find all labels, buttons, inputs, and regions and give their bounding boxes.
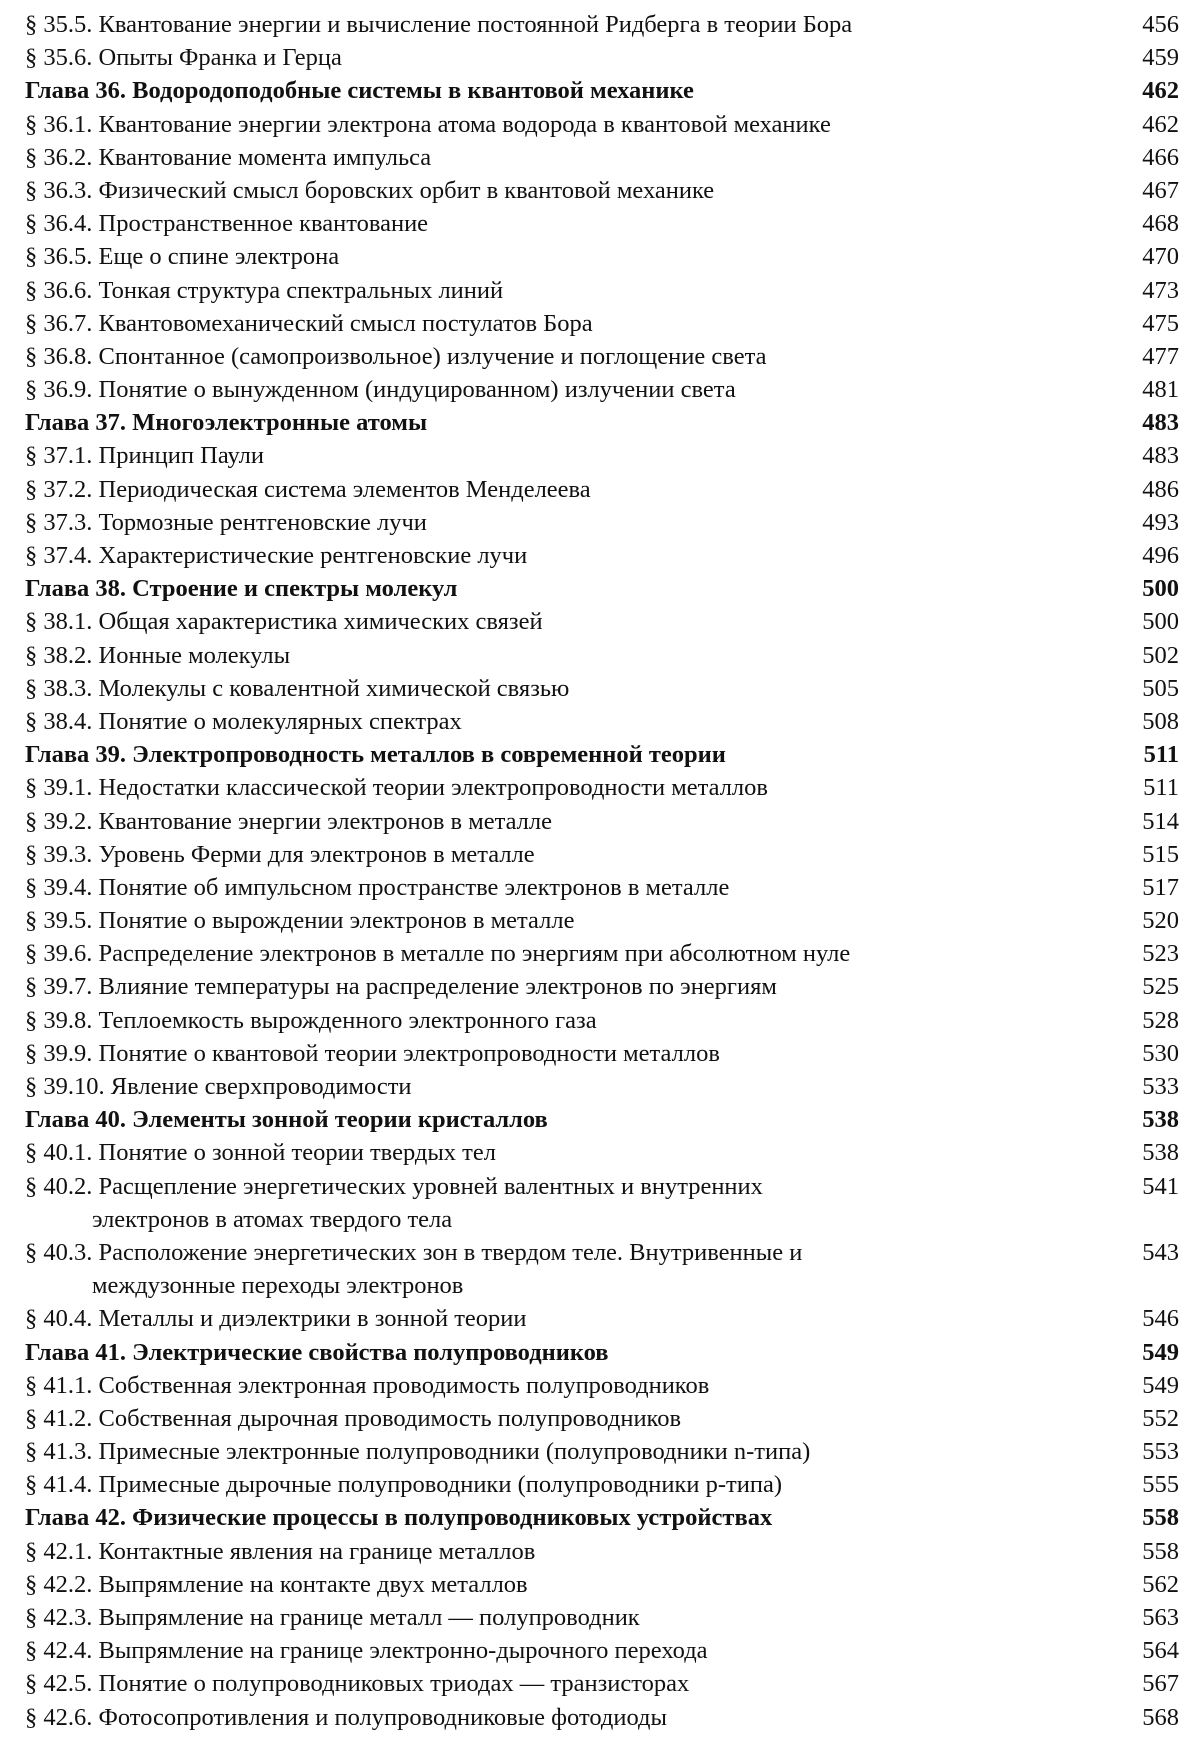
page-number: 473	[1142, 276, 1179, 304]
page-number: 528	[1142, 1006, 1179, 1034]
page-number: 546	[1142, 1305, 1179, 1333]
section-title: § 42.3. Выпрямление на границе металл — полупроводник	[25, 1604, 640, 1631]
page-number: 538	[1142, 1139, 1179, 1167]
page-number: 549	[1142, 1338, 1179, 1366]
page-number: 508	[1142, 707, 1179, 735]
section-title: § 36.3. Физический смысл боровских орбит в квантовой механике	[25, 176, 715, 204]
chapter-title: Глава 40. Элементы зонной теории кристаллов	[25, 1106, 548, 1134]
page-number: 475	[1142, 309, 1179, 337]
page-number: 530	[1142, 1039, 1179, 1067]
page-number: 500	[1142, 575, 1179, 603]
toc-section-row	[25, 605, 1179, 638]
page-number: 511	[1143, 741, 1179, 769]
page-number: 543	[1142, 1238, 1179, 1266]
page-number: 470	[1142, 243, 1179, 271]
page-number: 468	[1142, 210, 1179, 238]
section-title: § 40.1. Понятие о зонной теории твердых тел	[25, 1139, 496, 1167]
toc-chapter-row	[25, 1336, 1179, 1369]
chapter-title: Глава 39. Электропроводность металлов в современной теории	[25, 741, 726, 769]
toc-chapter-row	[25, 406, 1179, 439]
toc-section-row	[25, 108, 1179, 141]
page-number: 533	[1142, 1073, 1179, 1100]
section-title: § 42.6. Фотосопротивления и полупроводниковые фотодиоды	[25, 1703, 667, 1731]
section-title: § 41.4. Примесные дырочные полупроводники (полупроводники p-типа)	[25, 1471, 782, 1499]
chapter-title: Глава 37. Многоэлектронные атомы	[25, 409, 428, 437]
section-title: § 39.5. Понятие о вырождении электронов в металле	[25, 907, 575, 935]
toc-section-row	[25, 340, 1179, 373]
section-title: § 35.6. Опыты Франка и Герца	[25, 44, 342, 72]
toc-continuation-row	[25, 1269, 1179, 1302]
section-title: § 38.2. Ионные молекулы	[25, 641, 291, 669]
section-title: § 39.3. Уровень Ферми для электронов в металле	[25, 840, 535, 868]
toc-section-row	[25, 439, 1179, 472]
section-title: электронов в атомах твердого тела	[92, 1205, 453, 1233]
toc-section-row	[25, 1535, 1179, 1568]
toc-continuation-row	[25, 1203, 1179, 1236]
page-number: 517	[1142, 873, 1179, 901]
page-number: 558	[1142, 1537, 1179, 1565]
toc-section-row	[25, 1302, 1179, 1335]
section-title: § 41.3. Примесные электронные полупроводники (полупроводники n-типа)	[25, 1438, 811, 1466]
section-title: § 42.2. Выпрямление на контакте двух металлов	[25, 1570, 528, 1598]
page-number: 486	[1142, 475, 1179, 503]
toc-section-row	[25, 1468, 1179, 1501]
section-title: § 36.2. Квантование момента импульса	[25, 143, 432, 171]
section-title: § 42.1. Контактные явления на границе металлов	[25, 1537, 536, 1565]
chapter-title: Глава 42. Физические процессы в полупроводниковых устройствах	[25, 1504, 773, 1532]
toc-section-row	[25, 705, 1179, 738]
page-number: 552	[1142, 1404, 1179, 1432]
page-number: 462	[1142, 110, 1179, 138]
section-title: § 36.9. Понятие о вынужденном (индуцированном) излучении света	[25, 376, 736, 404]
page-number: 525	[1142, 973, 1179, 1001]
toc-chapter-row	[25, 74, 1179, 107]
chapter-title: Глава 41. Электрические свойства полупроводников	[25, 1338, 609, 1366]
section-title: § 37.1. Принцип Паули	[25, 442, 264, 470]
page-number: 538	[1142, 1106, 1179, 1134]
section-title: § 39.1. Недостатки классической теории электропроводности металлов	[25, 774, 768, 802]
toc-section-row	[25, 1634, 1179, 1667]
page-number: 568	[1142, 1703, 1179, 1731]
section-title: § 42.4. Выпрямление на границе электронно-дырочного перехода	[25, 1637, 708, 1665]
page-number: 541	[1142, 1172, 1179, 1200]
page-number: 481	[1142, 376, 1179, 404]
toc-section-row	[25, 771, 1179, 804]
toc-section-row	[25, 672, 1179, 705]
page-number: 467	[1142, 176, 1179, 204]
toc-section-row	[25, 1170, 1179, 1203]
section-title: § 36.5. Еще о спине электрона	[25, 243, 340, 271]
page-number: 505	[1142, 674, 1179, 702]
page-number: 462	[1142, 77, 1179, 105]
toc-section-row	[25, 1004, 1179, 1037]
toc-chapter-row	[25, 572, 1179, 605]
toc-section-row	[25, 904, 1179, 937]
page-number: 500	[1142, 608, 1179, 636]
section-title: § 36.7. Квантовомеханический смысл постулатов Бора	[25, 309, 593, 337]
section-title: § 38.1. Общая характеристика химических связей	[25, 608, 543, 636]
section-title: § 37.4. Характеристические рентгеновские лучи	[25, 542, 528, 569]
toc-section-row	[25, 8, 1179, 41]
page-number: 567	[1142, 1670, 1179, 1698]
toc-section-row	[25, 506, 1179, 539]
toc-section-row	[25, 1667, 1179, 1700]
section-title: § 35.5. Квантование энергии и вычисление постоянной Ридберга в теории Бора	[25, 11, 853, 38]
section-title: § 39.4. Понятие об импульсном пространстве электронов в металле	[25, 873, 730, 901]
toc-section-row	[25, 871, 1179, 904]
toc-section-row	[25, 539, 1179, 572]
page-number: 553	[1142, 1438, 1179, 1466]
section-title: § 38.3. Молекулы с ковалентной химической связью	[25, 674, 570, 702]
page-number: 477	[1142, 342, 1179, 370]
toc-section-row	[25, 639, 1179, 672]
toc-section-row	[25, 373, 1179, 406]
section-title: § 39.10. Явление сверхпроводимости	[25, 1073, 412, 1100]
section-title: § 36.8. Спонтанное (самопроизвольное) излучение и поглощение света	[25, 342, 767, 370]
section-title: § 39.7. Влияние температуры на распределение электронов по энергиям	[25, 973, 777, 1001]
page-number: 520	[1142, 907, 1179, 935]
toc-section-row	[25, 1070, 1179, 1103]
page-number: 483	[1142, 409, 1179, 437]
toc-section-row	[25, 174, 1179, 207]
section-title: § 38.4. Понятие о молекулярных спектрах	[25, 707, 462, 735]
section-title: междузонные переходы электронов	[92, 1272, 464, 1300]
toc-section-row	[25, 1402, 1179, 1435]
page-number: 456	[1142, 11, 1179, 38]
chapter-title: Глава 38. Строение и спектры молекул	[25, 575, 458, 603]
toc-chapter-row	[25, 1103, 1179, 1136]
toc-section-row	[25, 838, 1179, 871]
page-number: 564	[1142, 1637, 1179, 1665]
table-of-contents	[25, 8, 1179, 1734]
toc-section-row	[25, 207, 1179, 240]
toc-section-row	[25, 274, 1179, 307]
toc-section-row	[25, 473, 1179, 506]
section-title: § 39.9. Понятие о квантовой теории электропроводности металлов	[25, 1039, 720, 1067]
section-title: § 37.2. Периодическая система элементов Менделеева	[25, 475, 591, 503]
section-title: § 40.4. Металлы и диэлектрики в зонной теории	[25, 1305, 527, 1333]
toc-chapter-row	[25, 738, 1179, 771]
page-number: 558	[1142, 1504, 1179, 1532]
toc-section-row	[25, 1236, 1179, 1269]
section-title: § 36.1. Квантование энергии электрона атома водорода в квантовой механике	[25, 110, 831, 138]
toc-section-row	[25, 1568, 1179, 1601]
toc-section-row	[25, 240, 1179, 273]
toc-section-row	[25, 1037, 1179, 1070]
page-number: 466	[1142, 143, 1179, 171]
page-number: 562	[1142, 1570, 1179, 1598]
toc-section-row	[25, 1701, 1179, 1734]
page-number: 563	[1142, 1604, 1179, 1631]
section-title: § 39.8. Теплоемкость вырожденного электронного газа	[25, 1006, 597, 1034]
section-title: § 40.2. Расщепление энергетических уровней валентных и внутренних	[25, 1172, 763, 1200]
page-number: 511	[1143, 774, 1179, 802]
chapter-title: Глава 36. Водородоподобные системы в квантовой механике	[25, 77, 694, 105]
page-number: 555	[1142, 1471, 1179, 1499]
toc-section-row	[25, 970, 1179, 1003]
toc-chapter-row	[25, 1501, 1179, 1534]
section-title: § 41.2. Собственная дырочная проводимость полупроводников	[25, 1404, 682, 1432]
section-title: § 40.3. Расположение энергетических зон в твердом теле. Внутривенные и	[25, 1238, 803, 1266]
section-title: § 36.6. Тонкая структура спектральных линий	[25, 276, 504, 304]
page-number: 523	[1142, 940, 1179, 968]
section-title: § 37.3. Тормозные рентгеновские лучи	[25, 508, 427, 536]
section-title: § 36.4. Пространственное квантование	[25, 210, 429, 238]
page-number: 502	[1142, 641, 1179, 669]
section-title: § 41.1. Собственная электронная проводимость полупроводников	[25, 1371, 710, 1399]
page-number: 493	[1142, 508, 1179, 536]
section-title: § 39.6. Распределение электронов в металле по энергиям при абсолютном нуле	[25, 940, 851, 968]
section-title: § 42.5. Понятие о полупроводниковых триодах — транзисторах	[25, 1670, 690, 1698]
page-number: 483	[1142, 442, 1179, 470]
page-number: 459	[1142, 44, 1179, 72]
page-number: 515	[1142, 840, 1179, 868]
page-number: 496	[1142, 542, 1179, 569]
toc-section-row	[25, 937, 1179, 970]
toc-section-row	[25, 805, 1179, 838]
toc-section-row	[25, 1601, 1179, 1634]
toc-section-row	[25, 1136, 1179, 1169]
section-title: § 39.2. Квантование энергии электронов в металле	[25, 807, 553, 835]
toc-section-row	[25, 141, 1179, 174]
toc-section-row	[25, 41, 1179, 74]
page-number: 514	[1142, 807, 1179, 835]
toc-section-row	[25, 307, 1179, 340]
toc-section-row	[25, 1369, 1179, 1402]
toc-section-row	[25, 1435, 1179, 1468]
page-number: 549	[1142, 1371, 1179, 1399]
